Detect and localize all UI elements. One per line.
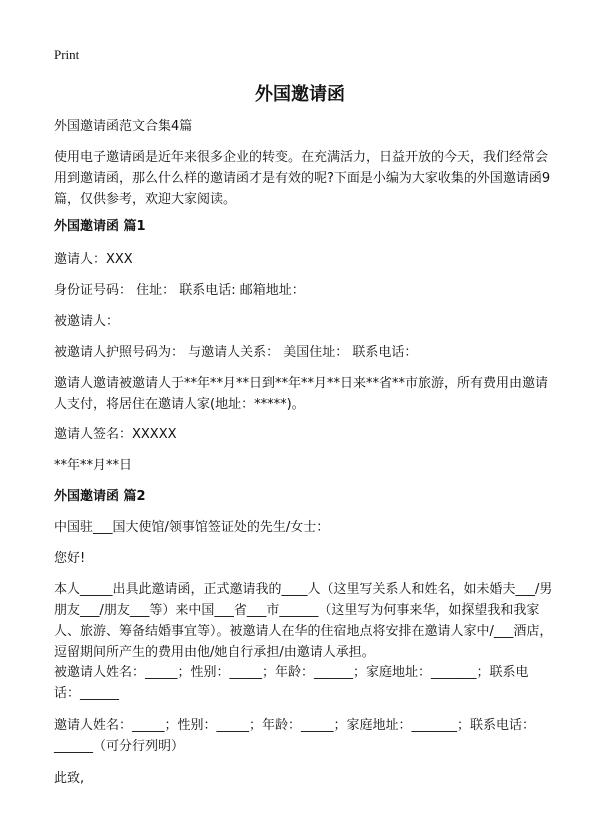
section1-passport-line: 被邀请人护照号码为： 与邀请人关系： 美国住址： 联系电话： xyxy=(54,345,418,360)
section1-inviter: 邀请人：XXX xyxy=(54,252,133,267)
section1-id-line: 身份证号码： 住址： 联系电话: 邮箱地址： xyxy=(54,283,305,298)
section2-heading: 外国邀请函 篇2 xyxy=(54,489,146,504)
page-title: 外国邀请函 xyxy=(255,84,345,105)
section2-body: 本人_____出具此邀请函，正式邀请我的____人（这里写关系人和姓名，如未婚夫___/男朋友___/朋友___等）来中国___省___市______（这里写为何事来华，如探望我和我家人、旅游、筹备结婚事宜等）。被邀请人在华的住宿地点将安排在邀请人家中/___酒店，逗留期间所产生的费用由他/她自行承担/由邀请人承担。 xyxy=(54,582,553,660)
intro-paragraph: 使用电子邀请函是近年来很多企业的转变。在充满活力，日益开放的今天，我们经常会用到邀请函，那么什么样的邀请函才是有效的呢?下面是小编为大家收集的外国邀请函9篇，仅供参考，欢迎大家阅读。 xyxy=(54,150,551,207)
section2-inviter-info: 邀请人姓名：_____；性别：_____；年龄：_____；家庭地址：_______；联系电话：______（可分行列明） xyxy=(54,718,536,754)
section2-salutation: 中国驻___国大使馆/领事馆签证处的先生/女士： xyxy=(54,520,330,535)
section1-invitee: 被邀请人： xyxy=(54,314,120,329)
section1-signature: 邀请人签名：XXXXX xyxy=(54,427,177,442)
section1-heading: 外国邀请函 篇1 xyxy=(54,219,146,234)
section2-invitee-info: 被邀请人姓名：_____；性别：_____；年龄：______；家庭地址：_______；联系电话：______ xyxy=(54,665,529,701)
section2-greeting: 您好! xyxy=(54,551,86,566)
subtitle: 外国邀请函范文合集4篇 xyxy=(54,119,193,134)
section1-body: 邀请人邀请被邀请人于**年**月**日到**年**月**日来**省**市旅游，所有费用由邀请人支付，将居住在邀请人家(地址：*****)。 xyxy=(54,376,549,412)
section1-date: **年**月**日 xyxy=(54,458,133,473)
print-label[interactable]: Print xyxy=(54,47,80,62)
section2-closing: 此致, xyxy=(54,771,85,786)
